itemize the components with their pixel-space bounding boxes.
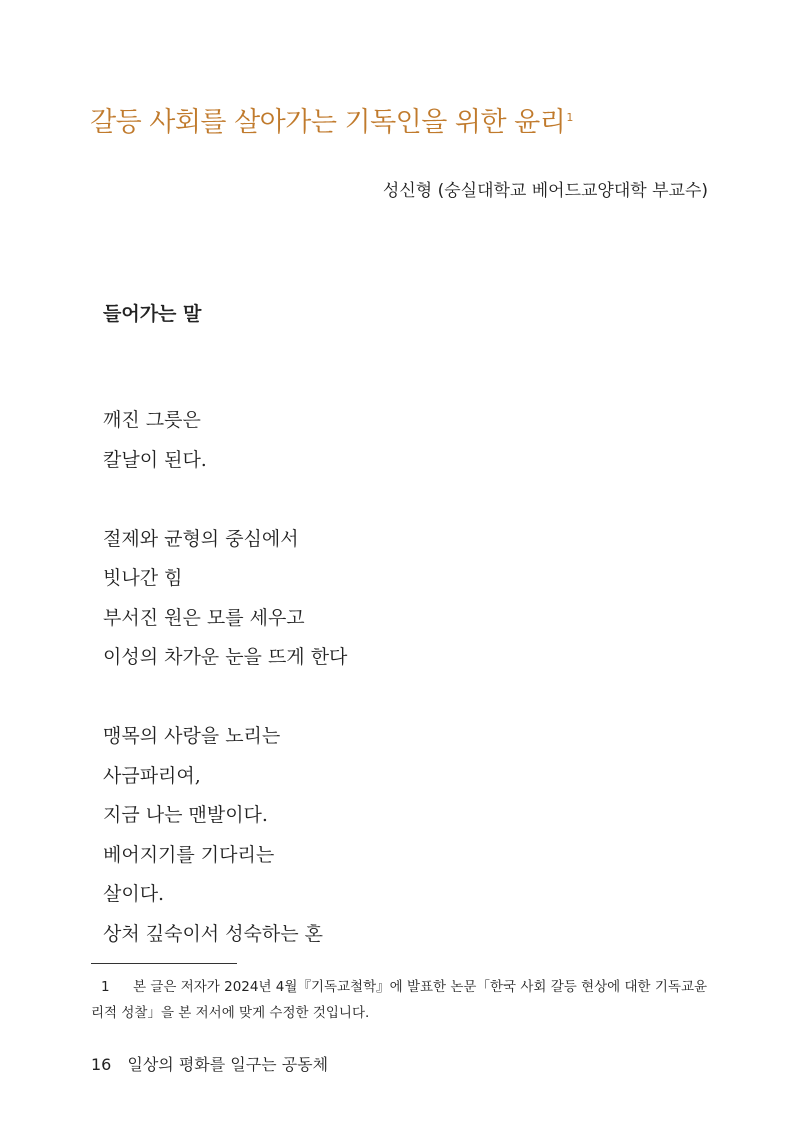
section-heading: 들어가는 말	[103, 303, 202, 325]
poem-line: 사금파리여,	[103, 764, 201, 787]
poem-line: 절제와 균형의 중심에서	[103, 527, 299, 550]
poem-line: 빗나간 힘	[103, 567, 183, 589]
poem-line: 상처 깊숙이서 성숙하는 혼	[103, 922, 324, 945]
page-footer	[91, 1052, 328, 1075]
footnote-number: 1	[101, 979, 110, 995]
poem-line: 지금 나는 맨발이다.	[103, 804, 268, 826]
title-text: 갈등 사회를 살아가는 기독인을 위한 윤리	[90, 107, 566, 138]
poem-line: 이성의 차가운 눈을 뜨게 한다	[103, 646, 348, 668]
running-title: 일상의 평화를 일구는 공동체	[127, 1055, 329, 1074]
author-line: 성신형 (숭실대학교 베어드교양대학 부교수)	[382, 181, 708, 201]
footnote-text: 본 글은 저자가 2024년 4월『기독교철학』에 발표한 논문「한국 사회 갈등 현상에 대한 기독교윤리적 성찰」을 본 저서에 맞게 수정한 것입니다.	[91, 979, 708, 1021]
poem-line: 살이다.	[103, 883, 165, 905]
footnote-divider	[91, 963, 237, 964]
poem	[103, 401, 347, 954]
poem-stanza-break	[103, 480, 347, 520]
poem-line: 맹목의 사랑을 노리는	[103, 725, 281, 747]
footnote	[91, 974, 711, 1026]
poem-line: 베어지기를 기다리는	[103, 843, 275, 866]
poem-line: 깨진 그릇은	[103, 409, 201, 431]
poem-stanza-break	[103, 678, 347, 718]
page-title	[90, 100, 573, 139]
page-number: 16	[91, 1055, 112, 1074]
poem-line: 부서진 원은 모를 세우고	[103, 606, 305, 629]
poem-line: 칼날이 된다.	[103, 448, 207, 471]
footnote-mark[interactable]: 1	[566, 111, 573, 124]
